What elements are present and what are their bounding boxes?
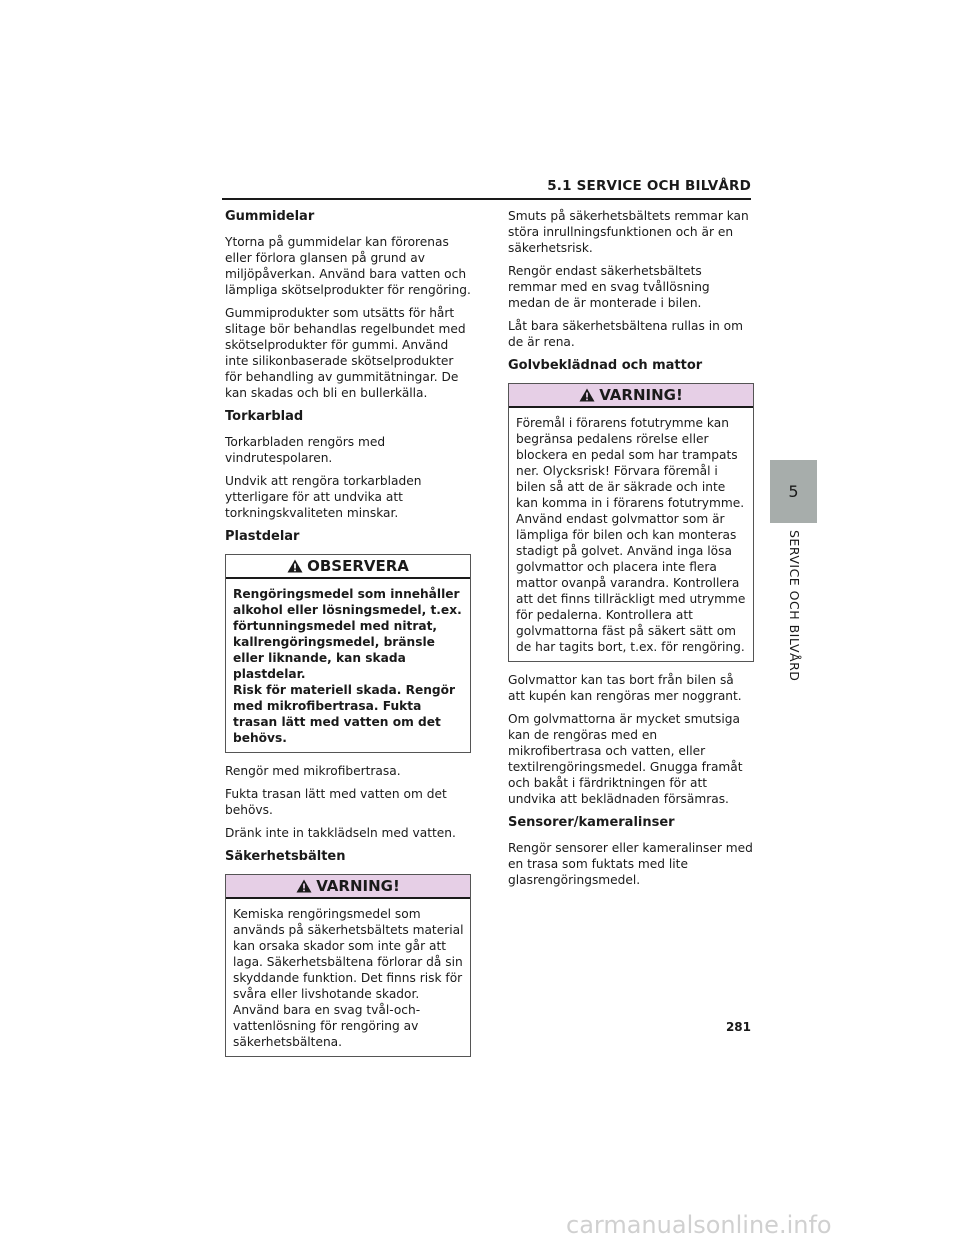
- section-header: 5.1 SERVICE OCH BILVÅRD: [547, 178, 751, 194]
- belt-paragraph-1: Smuts på säkerhetsbältets remmar kan störa inrullningsfunktionen och är en säkerhetsrisk.: [508, 209, 749, 255]
- floor-warning-title: VARNING!: [599, 386, 683, 404]
- notice-header: [226, 555, 470, 579]
- plastic-paragraph-1: Rengör med mikrofibertrasa.: [225, 764, 401, 778]
- belt-paragraph-2: Rengör endast säkerhetsbältets remmar med en svag tvållösning medan de är monterade i bilen.: [508, 264, 710, 310]
- belt-paragraph-3: Låt bara säkerhetsbältena rullas in om de är rena.: [508, 319, 744, 349]
- warning-triangle-icon: [287, 559, 303, 573]
- watermark: carmanualsonline.info: [566, 1211, 832, 1239]
- floor-warning-header: [509, 384, 753, 408]
- sensor-paragraph-1: Rengör sensorer eller kameralinser med en trasa som fuktats med lite glasrengöringsmedel.: [508, 841, 753, 887]
- plastic-paragraph-2: Fukta trasan lätt med vatten om det behövs.: [225, 787, 447, 817]
- page-number: 281: [725, 1020, 751, 1034]
- sensor-heading: Sensorer/kameralinser: [508, 815, 675, 830]
- belt-warning-body: [226, 899, 470, 1056]
- chapter-label: SERVICE OCH BILVÅRD: [787, 530, 802, 682]
- notice-text-2: Risk för materiell skada. Rengör med mikrofibertrasa. Fukta trasan lätt med vatten om det behövs.: [233, 683, 455, 745]
- plastic-paragraph-3: Dränk inte in takklädseln med vatten.: [225, 826, 456, 840]
- floor-heading: Golvbeklädnad och mattor: [508, 358, 703, 373]
- floor-warning-text: Föremål i förarens fotutrymme kan begränsa pedalens rörelse eller blockera en pedal som har trampats ner. Olycksrisk! Förvara föremål i bilen så att de är säkrade och inte kan komma in i förarens fotutrymme. Använd endast golvmattor som är lämpliga för bilen och kan monteras stadigt på golvet. Använd inga lösa golvmattor och placera inte flera mattor ovanpå varandra. Kontrollera att det finns tillräckligt med utrymme för pedalerna. Kontrollera att golvmattorna fäst på säkert sätt om de har tagits bort, t.ex. för rengöring.: [516, 416, 746, 654]
- belt-warning-box: [225, 874, 471, 1057]
- plastic-heading: Plastdelar: [225, 529, 300, 544]
- floor-paragraph-1: Golvmattor kan tas bort från bilen så att kupén kan rengöras mer noggrant.: [508, 673, 742, 703]
- floor-paragraph-2: Om golvmattorna är mycket smutsiga kan de rengöras med en mikrofibertrasa och vatten, eller textilrengöringsmedel. Gnugga framåt och bakåt i färdriktningen för att undvika att beklädnaden försämras.: [508, 712, 743, 806]
- chapter-tab: [770, 460, 817, 523]
- notice-body: [226, 579, 470, 752]
- belt-warning-text: Kemiska rengöringsmedel som används på säkerhetsbältets material kan orsaka skador som inte går att laga. Säkerhetsbältena förlorar då sin skyddande funktion. Det finns risk för svåra eller livshotande skador. Använd bara en svag tvål-och-vattenlösning för rengöring av säkerhetsbältena.: [233, 907, 464, 1049]
- notice-text-1: Rengöringsmedel som innehåller alkohol eller lösningsmedel, t.ex. förtunningsmedel med nitrat, kallrengöringsmedel, bränsle eller liknande, kan skada plastdelar.: [233, 587, 462, 681]
- belt-heading: Säkerhetsbälten: [225, 849, 346, 864]
- belt-warning-header: [226, 875, 470, 899]
- notice-title: OBSERVERA: [307, 557, 409, 575]
- header-rule: [222, 198, 751, 200]
- rubber-paragraph-2: Gummiprodukter som utsätts för hårt slitage bör behandlas regelbundet med skötselprodukter för gummi. Använd inte silikonbaserade skötselprodukter för behandling av gummitätningar. De kan skadas och bli en bullerkälla.: [225, 306, 466, 400]
- wiper-paragraph-2: Undvik att rengöra torkarbladen ytterligare för att undvika att torkningskvaliteten minskar.: [225, 474, 422, 520]
- chapter-number: 5: [788, 482, 799, 501]
- chapter-side-label: [768, 530, 820, 680]
- warning-triangle-icon: [579, 388, 595, 402]
- wiper-heading: Torkarblad: [225, 409, 304, 424]
- rubber-paragraph-1: Ytorna på gummidelar kan förorenas eller förlora glansen på grund av miljöpåverkan. Använd bara vatten och lämpliga skötselprodukter för rengöring.: [225, 235, 471, 297]
- rubber-heading: Gummidelar: [225, 209, 315, 224]
- right-column: [508, 208, 754, 895]
- floor-warning-box: [508, 383, 754, 662]
- floor-warning-body: [509, 408, 753, 661]
- wiper-paragraph-1: Torkarbladen rengörs med vindrutespolaren.: [225, 435, 386, 465]
- left-column: [225, 208, 471, 1067]
- warning-triangle-icon: [296, 879, 312, 893]
- notice-box: [225, 554, 471, 753]
- belt-warning-title: VARNING!: [316, 877, 400, 895]
